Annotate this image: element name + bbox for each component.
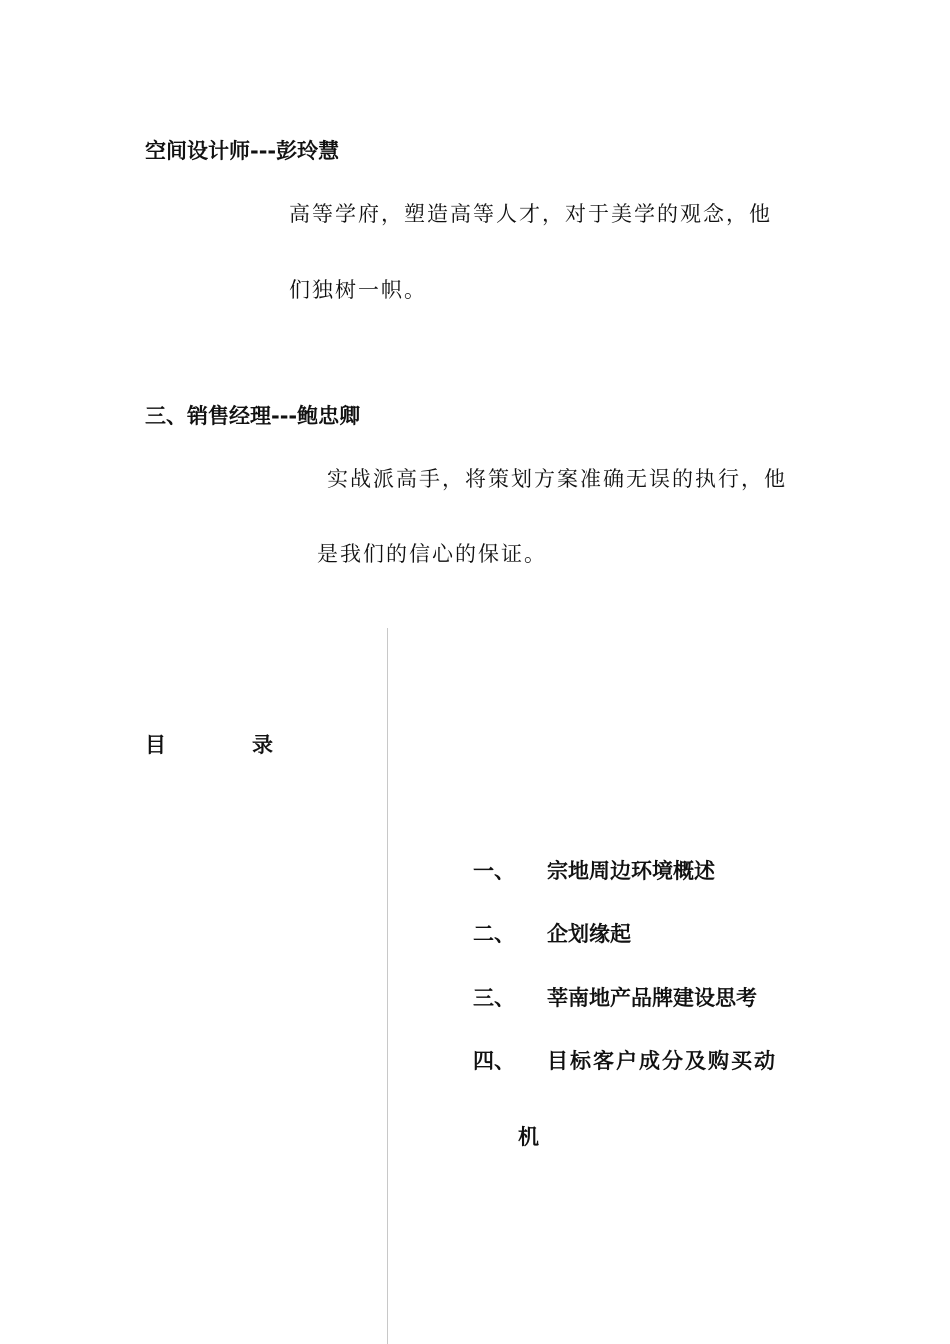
designer-description-line-2: 们独树一帜。 [289, 278, 427, 302]
toc-item-1-number: 一、 [473, 859, 515, 883]
designer-description-line-1: 高等学府，塑造高等人才，对于美学的观念，他 [289, 202, 772, 226]
sales-description-line-2: 是我们的信心的保证。 [317, 542, 547, 566]
toc-title-right: 录 [252, 733, 273, 757]
toc-item-4-text: 目标客户成分及购买动 [547, 1049, 777, 1073]
toc-item-4-continuation: 机 [518, 1125, 539, 1149]
toc-item-3-number: 三、 [473, 986, 515, 1010]
designer-heading: 空间设计师---彭玲慧 [145, 139, 340, 163]
toc-title-left: 目 [145, 733, 166, 757]
toc-item-3-text: 莘南地产品牌建设思考 [547, 986, 757, 1010]
toc-item-1-text: 宗地周边环境概述 [547, 859, 715, 883]
toc-item-2-text: 企划缘起 [547, 922, 631, 946]
sales-heading: 三、销售经理---鲍忠卿 [145, 404, 361, 428]
toc-item-2-number: 二、 [473, 922, 515, 946]
vertical-divider [387, 628, 388, 1344]
sales-description-line-1: 实战派高手，将策划方案准确无误的执行，他 [327, 467, 787, 491]
toc-item-4-number: 四、 [473, 1049, 515, 1073]
